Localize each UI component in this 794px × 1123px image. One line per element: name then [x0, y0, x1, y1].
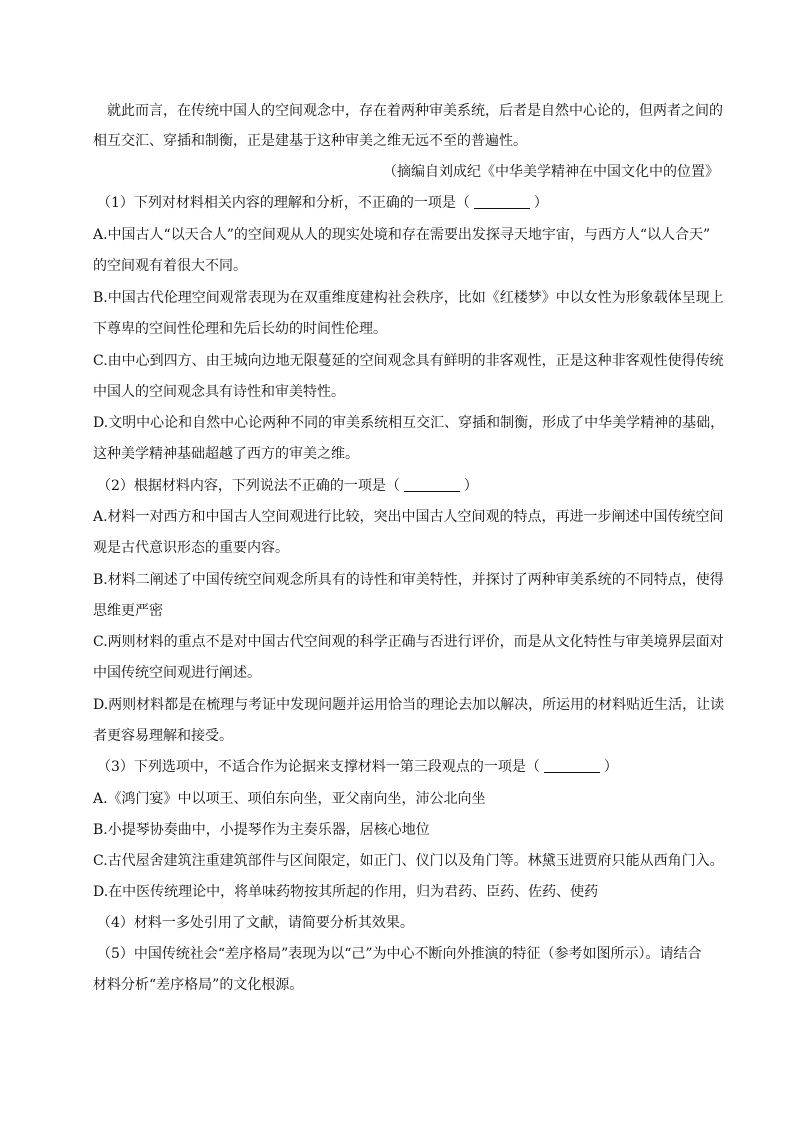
question-2-stem: （2）根据材料内容，下列说法不正确的一项是（ ） — [97, 478, 478, 494]
q3-option-b: B.小提琴协奏曲中，小提琴作为主奏乐器，居核心地位 — [93, 822, 430, 838]
q2-option-d-cont: 者更容易理解和接受。 — [93, 728, 233, 744]
q1-option-c-cont: 中国人的空间观念具有诗性和审美特性。 — [93, 384, 345, 400]
q3-option-c: C.古代屋舍建筑注重建筑部件与区间限定，如正门、仪门以及角门等。林黛玉进贾府只能从西角门入。 — [93, 853, 724, 869]
passage-source: （摘编自刘成纪《中华美学精神在中国文化中的位置》 — [383, 164, 719, 180]
question-5-stem: （5）中国传统社会“差序格局”表现为以“己”为中心不断向外推演的特征（参考如图所示）。请结合 — [97, 946, 702, 962]
q2-option-b: B.材料二阐述了中国传统空间观念所具有的诗性和审美特性，并探讨了两种审美系统的不同特点，使得 — [93, 572, 724, 588]
q3-option-d: D.在中医传统理论中，将单味药物按其所起的作用，归为君药、臣药、佐药、使药 — [93, 884, 599, 900]
passage-line: 就此而言，在传统中国人的空间观念中，存在着两种审美系统，后者是自然中心论的，但两者之间的 — [107, 103, 723, 119]
q1-option-a-cont: 的空间观有着很大不同。 — [93, 258, 247, 274]
q1-option-d: D.文明中心论和自然中心论两种不同的审美系统相互交汇、穿插和制衡，形成了中华美学精神的基础， — [93, 415, 725, 431]
q2-option-b-cont: 思维更严密 — [93, 603, 163, 619]
q2-option-c: C.两则材料的重点不是对中国古代空间观的科学正确与否进行评价，而是从文化特性与审美境界层面对 — [93, 634, 724, 650]
answer-blank[interactable] — [474, 194, 530, 209]
question-1-stem: （1）下列对材料相关内容的理解和分析，不正确的一项是（ ） — [97, 195, 548, 211]
q2-option-c-cont: 中国传统空间观进行阐述。 — [93, 665, 261, 681]
q2-option-a-cont: 观是古代意识形态的重要内容。 — [93, 540, 289, 556]
passage-line: 相互交汇、穿插和制衡，正是建基于这种审美之维无远不至的普遍性。 — [93, 133, 527, 149]
answer-blank[interactable] — [544, 758, 600, 773]
q1-option-b: B.中国古代伦理空间观常表现为在双重维度建构社会秩序，比如《红楼梦》中以女性为形象载体呈现上 — [93, 290, 724, 306]
q1-option-c: C.由中心到四方、由王城向边地无限蔓延的空间观念具有鲜明的非客观性，正是这种非客观性使得传统 — [93, 353, 724, 369]
q2-option-d: D.两则材料都是在梳理与考证中发现问题并运用恰当的理论去加以解决，所运用的材料贴近生活，让读 — [93, 697, 725, 713]
q1-option-a: A.中国古人“以天合人”的空间观从人的现实处境和存在需要出发探寻天地宇宙，与西方人“以人合天” — [93, 227, 711, 243]
answer-blank[interactable] — [404, 477, 460, 492]
q1-option-b-cont: 下尊卑的空间性伦理和先后长幼的时间性伦理。 — [93, 321, 387, 337]
q1-option-d-cont: 这种美学精神基础超越了西方的审美之维。 — [93, 446, 359, 462]
question-4-stem: （4）材料一多处引用了文献，请简要分析其效果。 — [97, 915, 414, 931]
question-5-stem-cont: 材料分析“差序格局”的文化根源。 — [93, 977, 304, 993]
q2-option-a: A.材料一对西方和中国古人空间观进行比较，突出中国古人空间观的特点，再进一步阐述中国传统空间 — [93, 509, 724, 525]
q3-option-a: A.《鸿门宴》中以项王、项伯东向坐，亚父南向坐，沛公北向坐 — [93, 791, 486, 807]
question-3-stem: （3）下列选项中，不适合作为论据来支撑材料一第三段观点的一项是（ ） — [97, 759, 618, 775]
